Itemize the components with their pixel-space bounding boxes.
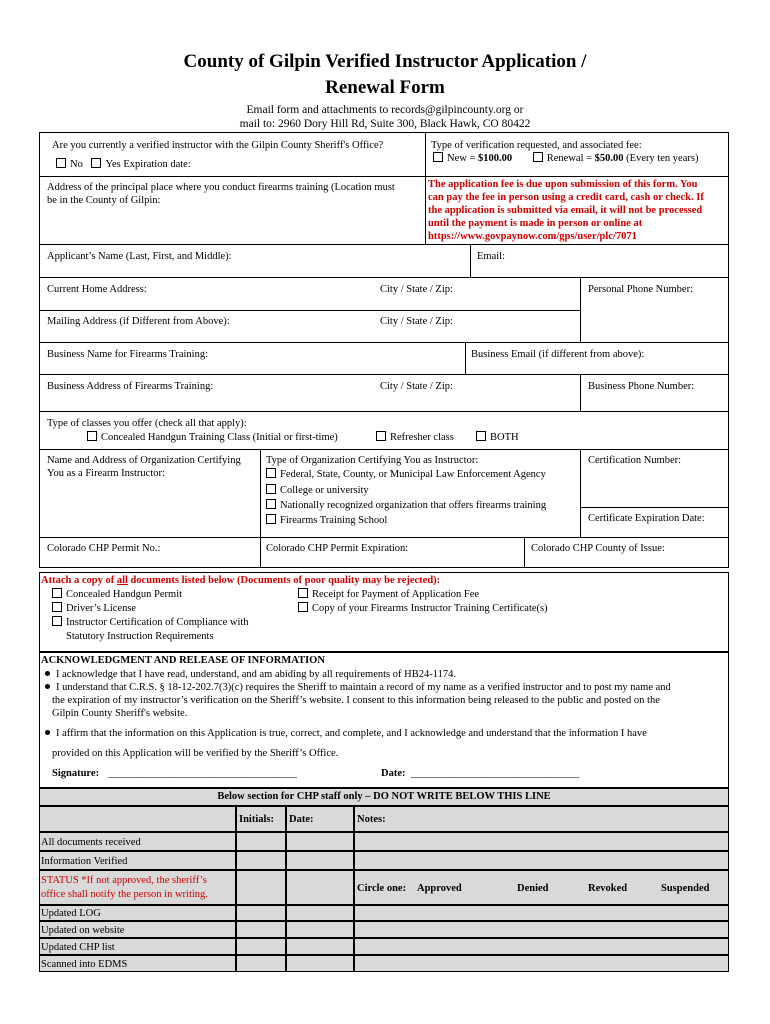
- initials-cell[interactable]: [236, 938, 286, 955]
- class-option: [87, 431, 338, 444]
- renewal-fee: $50.00: [594, 153, 624, 164]
- staff-row-text: Updated CHP list: [41, 942, 115, 953]
- org-type-label: Type of Organization Certifying You as Instructor:: [266, 455, 479, 466]
- initials-cell[interactable]: [236, 955, 286, 972]
- bullet-icon: [45, 671, 50, 676]
- cert-expiration-label: Certificate Expiration Date:: [588, 513, 705, 524]
- initials-cell[interactable]: [236, 832, 286, 851]
- staff-header-blank: [39, 806, 236, 832]
- yes-checkbox[interactable]: [91, 158, 101, 168]
- renewal-checkbox[interactable]: [533, 152, 543, 162]
- divider: [39, 310, 580, 311]
- current-address-label: Current Home Address:: [47, 284, 147, 295]
- staff-row-text: Updated LOG: [41, 908, 101, 919]
- attachment-continuation: Statutory Instruction Requirements: [66, 631, 214, 642]
- org-name-label-2: You as a Firearm Instructor:: [47, 468, 165, 479]
- staff-row-text: Updated on website: [41, 925, 125, 936]
- org-type-checkbox[interactable]: [266, 484, 276, 494]
- business-phone-label: Business Phone Number:: [588, 381, 695, 392]
- mailing-address-label: Mailing Address (if Different from Above):: [47, 316, 230, 327]
- status-label: STATUS: [41, 875, 79, 886]
- attachment-label: Concealed Handgun Permit: [66, 589, 183, 600]
- attachment-label: Receipt for Payment of Application Fee: [312, 589, 480, 600]
- notes-cell[interactable]: [354, 938, 729, 955]
- bullet-icon: [45, 730, 50, 735]
- ack-item: [45, 727, 647, 740]
- attachments-heading: [41, 574, 440, 587]
- notes-label: Notes:: [357, 814, 386, 825]
- no-label: No: [70, 159, 83, 170]
- org-type-option-label: Firearms Training School: [280, 515, 388, 526]
- org-type-option: [266, 499, 546, 512]
- org-type-option: [266, 484, 369, 497]
- signature-label: Signature:: [52, 768, 100, 779]
- circle-one-label: Circle one:: [357, 883, 407, 894]
- notes-cell[interactable]: [354, 905, 729, 921]
- staff-row-text: All documents received: [41, 837, 141, 848]
- yes-label: Yes Expiration date:: [105, 159, 191, 170]
- ack-item-text-2: the expiration of my instructor’s verification on the Sheriff’s website. I consent to this information being released to the public and posted on the: [52, 695, 660, 706]
- notes-cell[interactable]: [354, 851, 729, 870]
- fee-note-line: until the payment is made in person or online at: [428, 218, 643, 229]
- status-approved[interactable]: Approved: [417, 883, 462, 894]
- renewal-note: (Every ten years): [626, 153, 699, 164]
- org-type-option-label: Nationally recognized organization that offers firearms training: [280, 500, 547, 511]
- staff-row-label: [39, 921, 236, 938]
- bullet-icon: [45, 684, 50, 689]
- no-checkbox[interactable]: [56, 158, 66, 168]
- attachments-heading-all: all: [116, 575, 128, 586]
- divider: [465, 342, 466, 374]
- status-denied[interactable]: Denied: [517, 883, 549, 894]
- staff-heading: Below section for CHP staff only – DO NOT WRITE BELOW THIS LINE: [217, 791, 551, 802]
- attachments-heading-pre: Attach a copy of: [41, 575, 117, 586]
- notes-cell[interactable]: [354, 921, 729, 938]
- business-name-label: Business Name for Firearms Training:: [47, 349, 208, 360]
- divider: [260, 537, 261, 568]
- attachment-checkbox[interactable]: [52, 602, 62, 612]
- attachment-label: Instructor Certification of Compliance with: [66, 617, 249, 628]
- page-title: County of Gilpin Verified Instructor Application /: [183, 51, 587, 72]
- page-title-line2: Renewal Form: [325, 77, 445, 98]
- date-cell[interactable]: [286, 955, 354, 972]
- staff-row-text: Information Verified: [41, 856, 128, 867]
- notes-header: [354, 806, 729, 832]
- divider: [39, 244, 729, 245]
- divider: [580, 507, 729, 508]
- ack-item-text-3: Gilpin County Sheriff's website.: [52, 708, 188, 719]
- staff-row-label: [39, 851, 236, 870]
- staff-heading-cell: [39, 788, 729, 806]
- class-option: [376, 431, 454, 444]
- status-suspended[interactable]: Suspended: [661, 883, 710, 894]
- city-state-zip-label: City / State / Zip:: [380, 316, 453, 327]
- signature-input[interactable]: ____________________________________: [108, 768, 297, 779]
- notes-cell[interactable]: [354, 955, 729, 972]
- ack-item-text: I acknowledge that I have read, understand, and am abiding by all requirements of HB24-1174.: [56, 669, 456, 680]
- divider: [39, 342, 729, 343]
- attachment-label: Driver’s License: [66, 603, 137, 614]
- org-type-checkbox[interactable]: [266, 514, 276, 524]
- attachment-item: [52, 602, 136, 615]
- org-type-checkbox[interactable]: [266, 468, 276, 478]
- ack-item-text-4: provided on this Application will be verified by the Sheriff’s Office.: [52, 748, 339, 759]
- org-type-option: [266, 514, 387, 527]
- mail-instructions: mail to: 2960 Dory Hill Rd, Suite 300, Black Hawk, CO 80422: [239, 118, 531, 130]
- status-revoked[interactable]: Revoked: [588, 883, 628, 894]
- attachment-checkbox[interactable]: [298, 602, 308, 612]
- staff-row-text: Scanned into EDMS: [41, 959, 128, 970]
- divider: [39, 374, 729, 375]
- status-options-cell: [354, 870, 729, 905]
- attachment-checkbox[interactable]: [298, 588, 308, 598]
- initials-label: Initials:: [239, 814, 275, 825]
- chp-permit-expiration-label: Colorado CHP Permit Expiration:: [266, 543, 409, 554]
- date-col-label: Date:: [289, 814, 314, 825]
- attachment-item: [298, 588, 479, 601]
- divider: [580, 374, 581, 411]
- divider: [470, 244, 471, 277]
- ack-item: [45, 681, 671, 694]
- renewal-label: Renewal =: [546, 153, 595, 164]
- cert-number-label: Certification Number:: [588, 455, 682, 466]
- status-note-2: office shall notify the person in writing.: [41, 889, 208, 900]
- staff-row-label: [39, 955, 236, 972]
- class-option-label: Concealed Handgun Training Class (Initial or first-time): [101, 432, 338, 443]
- fee-note-line: the application is submitted via email, it will not be processed: [428, 205, 703, 216]
- new-fee: $100.00: [478, 153, 513, 164]
- class-checkbox[interactable]: [476, 431, 486, 441]
- ack-item-text: I affirm that the information on this Application is true, correct, and complete, and I acknowledge and understand that the information I have: [56, 728, 647, 739]
- city-state-zip-label: City / State / Zip:: [380, 381, 453, 392]
- status-text: [41, 874, 207, 887]
- class-option: [476, 431, 519, 444]
- date-cell[interactable]: [286, 851, 354, 870]
- classes-label: Type of classes you offer (check all that apply):: [47, 418, 247, 429]
- fee-note-line: The application fee is due upon submission of this form. You: [428, 179, 698, 190]
- attachment-item: [52, 616, 249, 629]
- org-name-label: Name and Address of Organization Certifying: [47, 455, 241, 466]
- new-label: New =: [447, 153, 478, 164]
- class-option-label: BOTH: [490, 432, 519, 443]
- verified-question: Are you currently a verified instructor with the Gilpin County Sheriff's Office?: [52, 140, 384, 151]
- ack-item-text: I understand that C.R.S. § 18-12-202.7(3)(c) requires the Sheriff to maintain a record of my name as a verified instructor and to post my name and: [56, 682, 671, 693]
- divider: [39, 277, 729, 278]
- date-input[interactable]: ________________________________: [411, 768, 579, 779]
- personal-phone-label: Personal Phone Number:: [588, 284, 693, 295]
- attachment-item: [52, 588, 182, 601]
- divider: [39, 449, 729, 450]
- date-cell[interactable]: [286, 938, 354, 955]
- new-checkbox[interactable]: [433, 152, 443, 162]
- date-header: [286, 806, 354, 832]
- business-email-label: Business Email (if different from above):: [471, 349, 645, 360]
- class-checkbox[interactable]: [376, 431, 386, 441]
- org-type-option-label: College or university: [280, 485, 369, 496]
- divider: [524, 537, 525, 568]
- initials-header: [236, 806, 286, 832]
- fee-options: [433, 152, 698, 165]
- fee-note-line: can pay the fee in person using a credit card, cash or check. If: [428, 192, 704, 203]
- date-cell[interactable]: [286, 870, 354, 905]
- acknowledgment-heading: ACKNOWLEDGMENT AND RELEASE OF INFORMATION: [41, 655, 325, 666]
- initials-cell[interactable]: [236, 921, 286, 938]
- no-yes-options: [56, 158, 191, 171]
- divider: [580, 449, 581, 537]
- staff-row-label: [39, 938, 236, 955]
- class-option-label: Refresher class: [390, 432, 454, 443]
- attachment-checkbox[interactable]: [52, 588, 62, 598]
- fee-note-url[interactable]: https://www.govpaynow.com/gps/user/plc/7071: [428, 231, 637, 242]
- principal-address-label-2: be in the County of Gilpin:: [47, 195, 161, 206]
- staff-row-label: [39, 832, 236, 851]
- date-cell[interactable]: [286, 905, 354, 921]
- divider: [580, 277, 581, 342]
- initials-cell[interactable]: [236, 851, 286, 870]
- org-type-option-label: Federal, State, County, or Municipal Law Enforcement Agency: [280, 469, 546, 480]
- date-label: Date:: [381, 768, 406, 779]
- initials-cell[interactable]: [236, 870, 286, 905]
- divider: [39, 411, 729, 412]
- attachments-heading-post: documents listed below (Documents of poor quality may be rejected):: [127, 575, 441, 586]
- status-note: *If not approved, the sheriff’s: [78, 875, 207, 886]
- city-state-zip-label: City / State / Zip:: [380, 284, 453, 295]
- email-instructions: Email form and attachments to records@gilpincounty.org or: [246, 104, 524, 116]
- org-type-checkbox[interactable]: [266, 499, 276, 509]
- divider: [39, 537, 729, 538]
- notes-cell[interactable]: [354, 832, 729, 851]
- class-checkbox[interactable]: [87, 431, 97, 441]
- org-type-option: [266, 468, 546, 481]
- ack-item: [45, 668, 456, 681]
- status-row-label: [39, 870, 236, 905]
- principal-address-label: Address of the principal place where you conduct firearms training (Location must: [47, 182, 395, 193]
- attachment-label: Copy of your Firearms Instructor Training Certificate(s): [312, 603, 548, 614]
- initials-cell[interactable]: [236, 905, 286, 921]
- date-cell[interactable]: [286, 921, 354, 938]
- chp-county-label: Colorado CHP County of Issue:: [531, 543, 665, 554]
- fee-note: [428, 178, 704, 243]
- divider: [260, 449, 261, 537]
- chp-permit-no-label: Colorado CHP Permit No.:: [47, 543, 161, 554]
- business-address-label: Business Address of Firearms Training:: [47, 381, 214, 392]
- staff-row-label: [39, 905, 236, 921]
- attachment-item: [298, 602, 548, 615]
- date-cell[interactable]: [286, 832, 354, 851]
- verification-label: Type of verification requested, and associated fee:: [431, 140, 642, 151]
- applicant-name-label: Applicant’s Name (Last, First, and Middle):: [47, 251, 232, 262]
- divider: [39, 176, 729, 177]
- divider: [425, 132, 426, 244]
- attachment-checkbox[interactable]: [52, 616, 62, 626]
- email-label: Email:: [477, 251, 505, 262]
